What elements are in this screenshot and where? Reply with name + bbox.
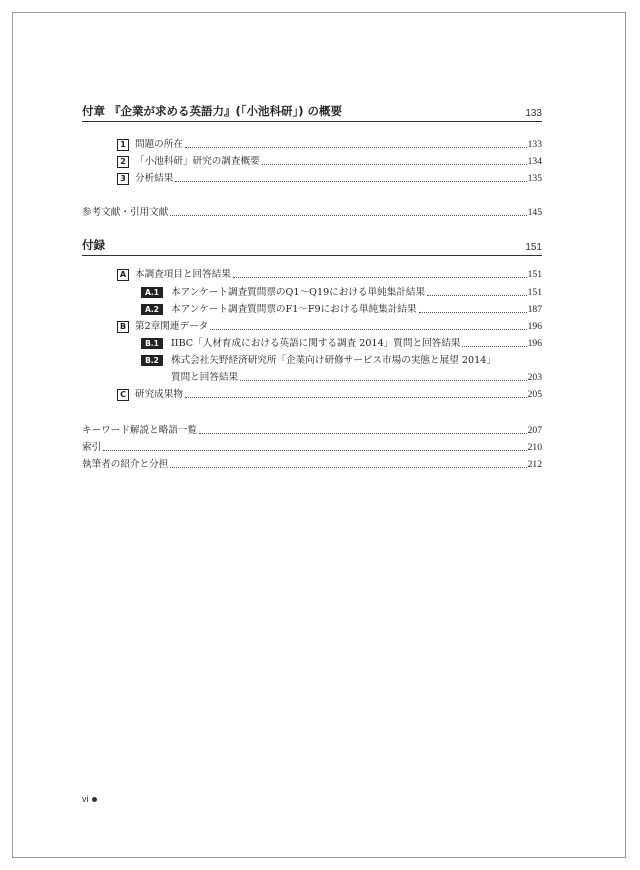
toc-entry-references[interactable] (82, 205, 542, 220)
toc-entry-label: 問題の所在 (135, 139, 183, 150)
toc-entry-label: 「小池科研」研究の調査概要 (135, 156, 260, 167)
toc-entry-label: 研究成果物 (135, 389, 183, 400)
toc-entry-page: 196 (527, 321, 542, 332)
toc-entry-keywords[interactable] (82, 423, 542, 438)
toc-entry-b2[interactable] (141, 353, 496, 368)
section-marker: C (117, 389, 129, 401)
toc-entry-a2[interactable] (141, 302, 542, 317)
leader-dots (185, 397, 527, 398)
toc-entry-a1[interactable] (141, 285, 542, 300)
toc-entry-label: 本調査項目と回答結果 (135, 269, 231, 280)
toc-entry-label: 第2章関連データ (135, 321, 209, 332)
toc-entry-page: 196 (527, 338, 542, 349)
toc-entry-page: 187 (527, 304, 542, 315)
leader-dots (170, 215, 526, 216)
toc-entry-page: 210 (527, 442, 542, 453)
toc-entry-b1[interactable] (141, 336, 542, 351)
toc-entry-page: 205 (527, 389, 542, 400)
subsection-badge: A.1 (141, 287, 163, 298)
bullet-icon (92, 797, 97, 802)
subsection-badge: A.2 (141, 304, 163, 315)
toc-entry-b[interactable] (117, 319, 542, 334)
toc-entry-label: 索引 (82, 442, 102, 453)
leader-dots (175, 181, 526, 182)
section-marker: 3 (117, 173, 129, 185)
page-footer (82, 794, 97, 804)
toc-entry-page: 151 (527, 287, 542, 298)
appendix-heading[interactable] (82, 238, 542, 256)
leader-dots (103, 450, 526, 451)
toc-entry-authors[interactable] (82, 457, 542, 472)
appendix-chapter-title: 付章 『企業が求める英語力』(「小池科研」) の概要 (82, 104, 343, 118)
toc-entry-label: 執筆者の紹介と分担 (82, 459, 169, 470)
page-number: vi (82, 794, 89, 804)
toc-entry-page: 212 (527, 459, 542, 470)
leader-dots (185, 147, 527, 148)
toc-entry-page: 203 (527, 372, 542, 383)
toc-entry-page: 135 (527, 173, 542, 184)
leader-dots (240, 380, 526, 381)
toc-entry-label-cont: 質問と回答結果 (171, 372, 239, 383)
appendix-page: 151 (525, 242, 542, 253)
appendix-chapter-page: 133 (525, 108, 542, 119)
toc-entry-c[interactable] (117, 387, 542, 402)
leader-dots (462, 346, 526, 347)
section-marker: 1 (117, 139, 129, 151)
toc-entry-page: 133 (527, 139, 542, 150)
toc-entry-survey-overview[interactable] (117, 154, 542, 169)
toc-entry-a[interactable] (117, 267, 542, 282)
leader-dots (262, 164, 527, 165)
section-marker: B (117, 321, 129, 333)
toc-entry-label: 参考文献・引用文献 (82, 207, 169, 218)
toc-entry-b2-continuation[interactable] (171, 370, 542, 385)
toc-entry-page: 134 (527, 156, 542, 167)
leader-dots (170, 467, 526, 468)
appendix-chapter-heading[interactable] (82, 104, 542, 122)
toc-entry-problem[interactable] (117, 137, 542, 152)
leader-dots (199, 433, 526, 434)
subsection-badge: B.2 (141, 355, 163, 366)
toc-entry-page: 151 (527, 269, 542, 280)
leader-dots (427, 295, 526, 296)
section-marker: A (117, 269, 129, 281)
toc-entry-label: 本アンケート調査質問票のF1～F9における単純集計結果 (171, 304, 417, 315)
section-marker: 2 (117, 156, 129, 168)
toc-entry-label: 本アンケート調査質問票のQ1～Q19における単純集計結果 (171, 287, 426, 298)
toc-entry-label: 株式会社矢野経済研究所「企業向け研修サービス市場の実態と展望 2014」 (171, 355, 496, 366)
toc-entry-page: 207 (527, 425, 542, 436)
toc-entry-label: 分析結果 (135, 173, 174, 184)
toc-entry-analysis[interactable] (117, 171, 542, 186)
leader-dots (419, 312, 527, 313)
toc-entry-index[interactable] (82, 440, 542, 455)
leader-dots (233, 277, 527, 278)
leader-dots (210, 329, 526, 330)
toc-entry-page: 145 (527, 207, 542, 218)
appendix-title: 付録 (82, 238, 105, 252)
subsection-badge: B.1 (141, 338, 163, 349)
toc-entry-label: キーワード解説と略語一覧 (82, 425, 198, 436)
toc-entry-label: IIBC「人材育成における英語に関する調査 2014」質問と回答結果 (171, 338, 461, 349)
